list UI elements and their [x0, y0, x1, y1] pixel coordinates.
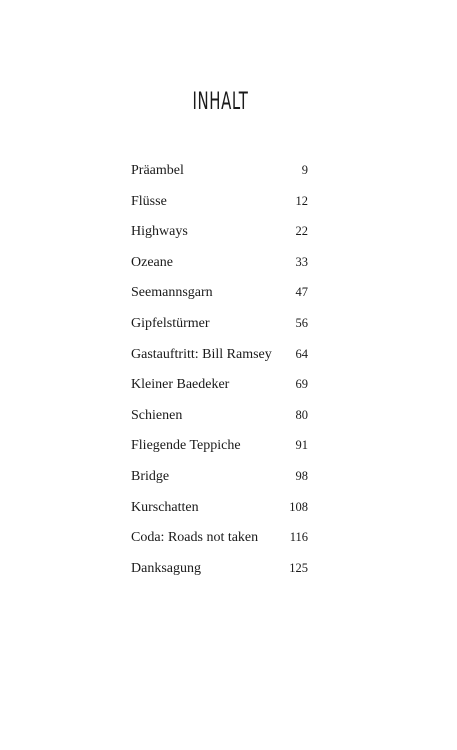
page-title: INHALT: [192, 87, 249, 115]
toc-entry[interactable]: [131, 280, 308, 311]
toc-entry[interactable]: [131, 311, 308, 342]
toc-entry[interactable]: [131, 556, 308, 587]
toc-entry[interactable]: [131, 495, 308, 526]
toc-entry-page: 9: [301, 163, 308, 177]
toc-entry[interactable]: [131, 250, 308, 281]
toc-entry-label: Seemannsgarn: [131, 285, 213, 301]
toc-entry-page: 91: [295, 438, 308, 453]
toc-entry-page: 80: [295, 407, 308, 422]
toc-entry-label: Flüsse: [131, 193, 167, 209]
toc-entry-label: Präambel: [131, 163, 184, 178]
toc-entry[interactable]: [131, 158, 308, 189]
table-of-contents: [131, 158, 308, 586]
toc-entry-page: 33: [295, 254, 308, 269]
toc-entry-label: Fliegende Teppiche: [131, 438, 241, 454]
toc-entry-page: 56: [295, 315, 308, 330]
toc-entry-label: Gipfelstürmer: [131, 315, 210, 331]
toc-entry-label: Coda: Roads not taken: [131, 530, 259, 546]
toc-entry[interactable]: [131, 372, 308, 403]
toc-entry-page: 116: [289, 530, 308, 545]
toc-entry[interactable]: [131, 342, 308, 373]
toc-entry-label: Kurschatten: [131, 499, 199, 515]
toc-entry-page: 98: [295, 468, 308, 483]
toc-entry[interactable]: [131, 433, 308, 464]
toc-entry[interactable]: [131, 525, 308, 556]
toc-entry-label: Gastauftritt: Bill Ramsey: [131, 346, 272, 362]
toc-entry-label: Schienen: [131, 407, 183, 423]
toc-entry-page: 47: [295, 285, 308, 300]
toc-entry-page: 64: [295, 346, 308, 361]
toc-entry[interactable]: [131, 189, 308, 220]
toc-entry-page: 22: [295, 224, 308, 239]
toc-entry[interactable]: [131, 464, 308, 495]
toc-entry-label: Danksagung: [131, 560, 201, 576]
toc-entry-label: Kleiner Baedeker: [131, 377, 230, 393]
toc-entry[interactable]: [131, 403, 308, 434]
toc-entry-label: Bridge: [131, 468, 170, 484]
toc-entry-label: Highways: [131, 224, 188, 240]
toc-entry[interactable]: [131, 219, 308, 250]
toc-entry-page: 125: [289, 560, 308, 575]
toc-entry-page: 69: [295, 377, 308, 392]
toc-entry-page: 108: [289, 499, 308, 514]
toc-entry-label: Ozeane: [131, 254, 173, 270]
toc-entry-page: 12: [295, 193, 308, 208]
